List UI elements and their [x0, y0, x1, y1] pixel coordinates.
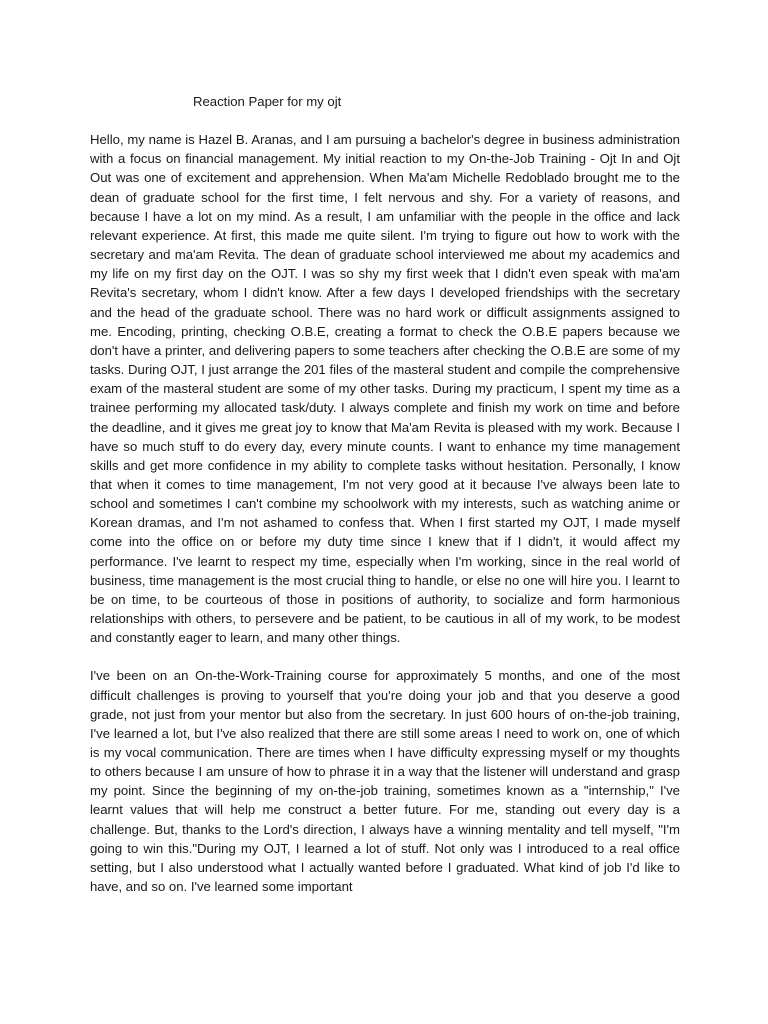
document-page: [90, 0, 680, 896]
body-paragraph-1: Hello, my name is Hazel B. Aranas, and I am pursuing a bachelor's degree in business administration with a focus on financial management. My initial reaction to my On-the-Job Training - Ojt In and Ojt Out was one of excitement and apprehension. When Ma'am Michelle Redoblado brought me to the dean of graduate school for the first time, I felt nervous and shy. For a variety of reasons, and because I have a lot on my mind. As a result, I am unfamiliar with the people in the office and lack relevant experience. At first, this made me quite silent. I'm trying to figure out how to work with the secretary and ma'am Revita. The dean of graduate school interviewed me about my academics and my life on my first day on the OJT. I was so shy my first week that I didn't even speak with ma'am Revita's secretary, whom I didn't know. After a few days I developed friendships with the secretary and the head of the graduate school. There was no hard work or difficult assignments assigned to me. Encoding, printing, checking O.B.E, creating a format to check the O.B.E papers because we don't have a printer, and delivering papers to some teachers after checking the O.B.E are some of my tasks. During OJT, I just arrange the 201 files of the masteral student and compile the comprehensive exam of the masteral student are some of my other tasks. During my practicum, I spent my time as a trainee performing my allocated task/duty. I always complete and finish my work on time and before the deadline, and it gives me great joy to know that Ma'am Revita is pleased with my work. Because I have so much stuff to do every day, every minute counts. I want to enhance my time management skills and get more confidence in my ability to complete tasks without hesitation. Personally, I know that when it comes to time management, I'm not very good at it because I've always been late to school and sometimes I can't combine my schoolwork with my interests, such as watching anime or Korean dramas, and I'm not ashamed to confess that. When I first started my OJT, I made myself come into the office on or before my duty time since I knew that if I didn't, it would affect my performance. I've learnt to respect my time, especially when I'm working, since in the real world of business, time management is the most crucial thing to handle, or else no one will hire you. I learnt to be on time, to be courteous of those in positions of authority, to socialize and form harmonious relationships with others, to persevere and be patient, to be cautious in all of my work, to be modest and constantly eager to learn, and many other things.: [90, 132, 680, 646]
body-paragraph-2: I've been on an On-the-Work-Training course for approximately 5 months, and one of the most difficult challenges is proving to yourself that you're doing your job and that you deserve a good grade, not just from your mentor but also from the secretary. In just 600 hours of on-the-job training, I've learned a lot, but I've also realized that there are still some areas I need to work on, one of which is my vocal communication. There are times when I have difficulty expressing myself or my thoughts to others because I am unsure of how to phrase it in a way that the listener will understand and grasp my point. Since the beginning of my on-the-job training, sometimes known as a "internship," I've learnt values that will help me construct a better future. For me, standing out every day is a challenge. But, thanks to the Lord's direction, I always have a winning mentality and tell myself, "I'm going to win this."During my OJT, I learned a lot of stuff. Not only was I introduced to a real office setting, but I also understood what I actually wanted before I graduated. What kind of job I'd like to have, and so on. I've learned some important: [90, 668, 680, 895]
document-title: Reaction Paper for my ojt: [193, 94, 342, 109]
